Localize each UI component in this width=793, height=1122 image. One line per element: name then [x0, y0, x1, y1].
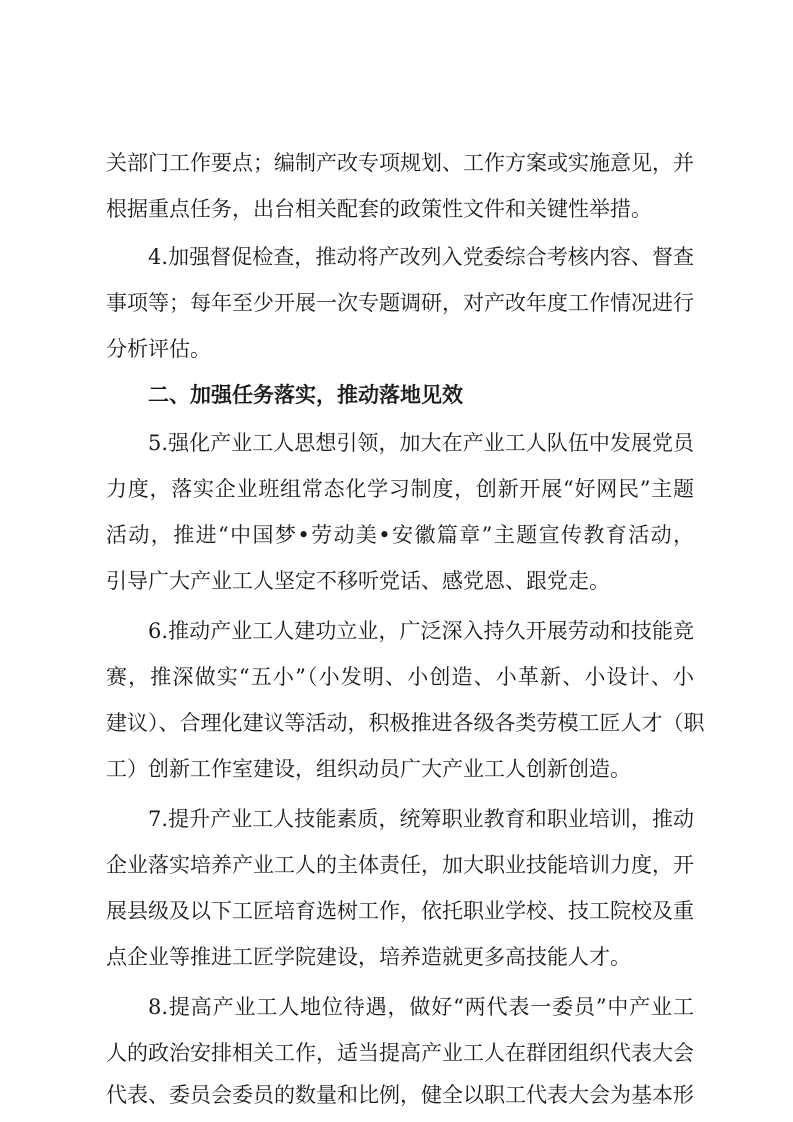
paragraph-line: 活动，推进“中国梦•劳动美•安徽篇章”主题宣传教育活动， — [106, 523, 694, 547]
paragraph-line: 5.强化产业工人思想引领，加大在产业工人队伍中发展党员 — [148, 431, 694, 455]
paragraph-line: 点企业等推进工匠学院建设，培养造就更多高技能人才。 — [106, 945, 631, 969]
paragraph-line: 赛，推深做实“五小”（小发明、小创造、小革新、小设计、小 — [106, 665, 694, 689]
paragraph-line: 展县级及以下工匠培育选树工作，依托职业学校、技工院校及重 — [106, 899, 694, 923]
paragraph-line: 工）创新工作室建设，组织动员广大产业工人创新创造。 — [106, 757, 631, 781]
paragraph-line: 分析评估。 — [106, 337, 211, 361]
paragraph-line: 代表、委员会委员的数量和比例，健全以职工代表大会为基本形 — [106, 1083, 694, 1107]
paragraph-line: 力度，落实企业班组常态化学习制度，创新开展“好网民”主题 — [106, 477, 694, 501]
paragraph-line: 人的政治安排相关工作，适当提高产业工人在群团组织代表大会 — [106, 1041, 694, 1065]
paragraph-line: 4.加强督促检查，推动将产改列入党委综合考核内容、督查 — [148, 245, 694, 269]
paragraph-line: 引导广大产业工人坚定不移听党话、感党恩、跟党走。 — [106, 569, 610, 593]
paragraph-line: 6.推动产业工人建功立业，广泛深入持久开展劳动和技能竞 — [148, 619, 694, 643]
paragraph-line: 建议）、合理化建议等活动，积极推进各级各类劳模工匠人才（职 — [106, 711, 705, 735]
paragraph-line: 企业落实培养产业工人的主体责任，加大职业技能培训力度，开 — [106, 853, 694, 877]
paragraph-line: 根据重点任务，出台相关配套的政策性文件和关键性举措。 — [106, 197, 652, 221]
paragraph-line: 事项等；每年至少开展一次专题调研，对产改年度工作情况进行 — [106, 291, 694, 315]
paragraph-line: 关部门工作要点；编制产改专项规划、工作方案或实施意见，并 — [106, 151, 694, 175]
paragraph-line: 8.提高产业工人地位待遇，做好“两代表一委员”中产业工 — [148, 995, 694, 1019]
paragraph-line: 7.提升产业工人技能素质，统筹职业教育和职业培训，推动 — [148, 807, 694, 831]
section-heading: 二、加强任务落实，推动落地见效 — [148, 383, 463, 407]
